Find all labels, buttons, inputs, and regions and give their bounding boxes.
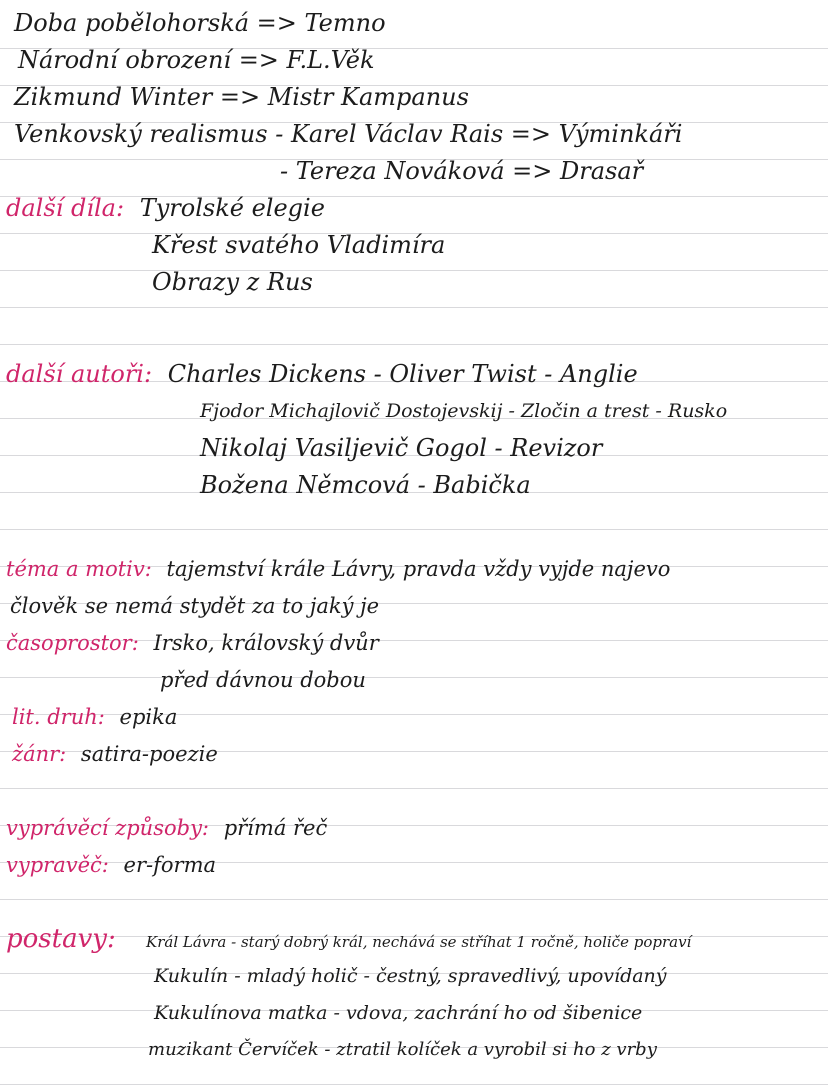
dalsi-autori-row — [6, 359, 638, 389]
postavy-item: Kukulín - mladý holič - čestný, spravedlivý, upovídaný — [154, 965, 667, 987]
casoprostor-row — [6, 628, 379, 658]
tema-row — [6, 554, 670, 584]
vypravecske-text: přímá řeč — [223, 816, 328, 840]
dalsi-autori-item: Charles Dickens - Oliver Twist - Anglie — [167, 360, 638, 388]
postavy-item: Kukulínova matka - vdova, zachrání ho od šibenice — [154, 1002, 643, 1024]
lit-druh-text: epika — [119, 705, 178, 729]
dalsi-autori-item: Božena Němcová - Babička — [200, 471, 531, 499]
vypravec-row — [6, 850, 216, 880]
dalsi-dila-row — [6, 193, 325, 223]
dalsi-autori-label: další autoři: — [6, 360, 153, 388]
postavy-label: postavy: — [6, 924, 116, 954]
tema-text: tajemství krále Lávry, pravda vždy vyjde najevo — [166, 557, 671, 581]
vypravecske-row — [6, 813, 327, 843]
dalsi-autori-item: Fjodor Michajlovič Dostojevskij - Zločin a trest - Rusko — [200, 400, 728, 422]
vypravecske-label: vyprávěcí způsoby: — [6, 816, 210, 840]
tema-text-2: člověk se nemá stydět za to jaký je — [10, 594, 380, 618]
intro-line-5: - Tereza Nováková => Drasař — [280, 157, 644, 185]
intro-line-3: Zikmund Winter => Mistr Kampanus — [14, 83, 469, 111]
zanr-row — [12, 739, 218, 769]
vypravec-text: er-forma — [123, 853, 216, 877]
casoprostor-text-2: před dávnou dobou — [160, 668, 366, 692]
zanr-text: satira-poezie — [80, 742, 218, 766]
tema-label: téma a motiv: — [6, 557, 152, 581]
zanr-label: žánr: — [12, 742, 67, 766]
vypravec-label: vypravěč: — [6, 853, 109, 877]
postavy-item: Král Lávra - starý dobrý král, nechává se stříhat 1 ročně, holiče popraví — [146, 933, 692, 951]
lit-druh-label: lit. druh: — [12, 705, 105, 729]
lit-druh-row — [12, 702, 177, 732]
intro-line-1: Doba pobělohorská => Temno — [14, 9, 386, 37]
casoprostor-label: časoprostor: — [6, 631, 139, 655]
dalsi-dila-label: další díla: — [6, 194, 125, 222]
dalsi-dila-item: Obrazy z Rus — [152, 268, 313, 296]
intro-line-2: Národní obrození => F.L.Věk — [18, 46, 375, 74]
casoprostor-text: Irsko, královský dvůr — [153, 631, 379, 655]
dalsi-autori-item: Nikolaj Vasiljevič Gogol - Revizor — [200, 434, 603, 462]
dalsi-dila-item: Tyrolské elegie — [139, 194, 325, 222]
dalsi-dila-item: Křest svatého Vladimíra — [152, 231, 446, 259]
postavy-item: muzikant Červíček - ztratil kolíček a vyrobil si ho z vrby — [148, 1039, 657, 1060]
intro-line-4: Venkovský realismus - Karel Václav Rais => Výminkáři — [14, 120, 683, 148]
